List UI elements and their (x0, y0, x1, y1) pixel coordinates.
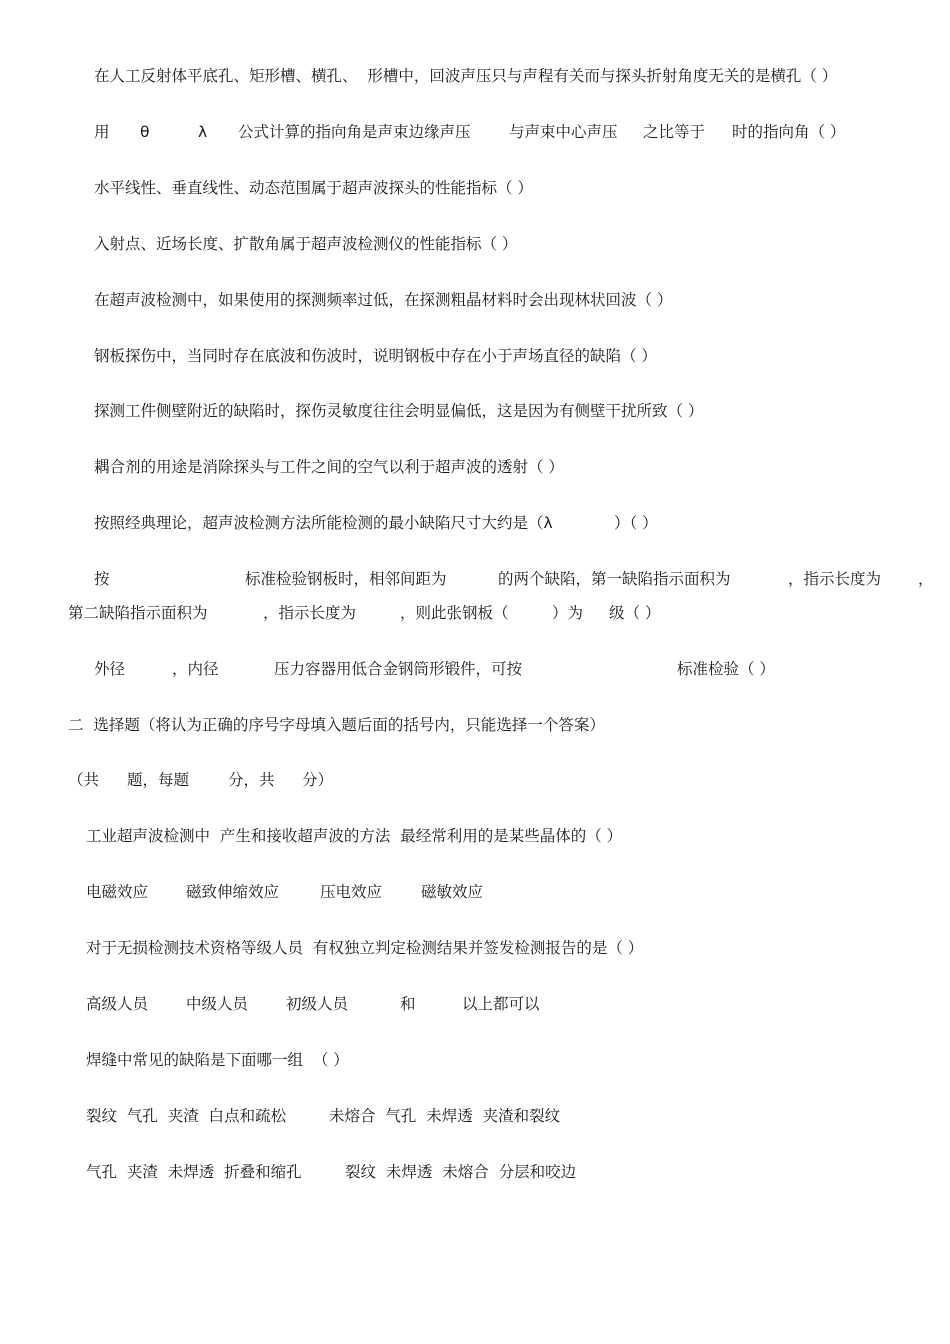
tf-question-7: 探测工件侧壁附近的缺陷时，探伤灵敏度往往会明显偏低，这是因为有侧壁干扰所致（ ） (94, 402, 704, 420)
tf-q10-part-h: ，则此张钢板（ (400, 604, 509, 622)
mc-q3-option: 未熔合 气孔 未焊透 夹渣和裂纹 (329, 1107, 561, 1125)
tf-q10-part-f: 第二缺陷指示面积为 (68, 604, 208, 622)
section-2-sub-part-d: 分） (302, 771, 334, 789)
tf-q10-part-j: 级（ ） (609, 604, 661, 622)
mc-question-2: 对于无损检测技术资格等级人员 有权独立判定检测结果并签发检测报告的是（ ） (86, 939, 644, 957)
tf-q2-part-f: 之比等于 (643, 123, 706, 141)
tf-question-5: 在超声波检测中，如果使用的探测频率过低，在探测粗晶材料时会出现林状回波（ ） (94, 291, 673, 309)
tf-q2-part-e: 与声束中心声压 (509, 123, 618, 141)
tf-q10-part-b: 标准检验钢板时，相邻间距为 (245, 570, 447, 588)
tf-q10-part-c: 的两个缺陷，第一缺陷指示面积为 (498, 570, 731, 588)
tf-q11-part-d: 标准检验（ ） (677, 660, 775, 678)
tf-q10-part-i: ）为 (552, 604, 584, 622)
tf-question-3: 水平线性、垂直线性、动态范围属于超声波探头的性能指标（ ） (94, 179, 533, 197)
mc-q2-option: 高级人员 (86, 995, 149, 1013)
tf-q10-part-d: ，指示长度为 (788, 570, 882, 588)
section-2-sub-part-c: 分，共 (228, 771, 275, 789)
mc-q1-option: 磁敏效应 (421, 883, 484, 901)
section-2-heading: 二 选择题（将认为正确的序号字母填入题后面的括号内，只能选择一个答案） (68, 716, 605, 734)
mc-q3-option: 裂纹 气孔 夹渣 白点和疏松 (86, 1107, 287, 1125)
tf-question-1: 在人工反射体平底孔、矩形槽、横孔、 形槽中，回波声压只与声程有关而与探头折射角度无关的是横孔（ ） (94, 67, 838, 85)
tf-q9-part-b: ）（ ） (614, 514, 658, 532)
mc-q1-option: 电磁效应 (86, 883, 149, 901)
tf-q11-part-b: ，内径 (172, 660, 219, 678)
mc-q2-option: 初级人员 (286, 995, 349, 1013)
tf-q10-part-a: 按 (94, 570, 110, 588)
mc-q1-option: 磁致伸缩效应 (186, 883, 280, 901)
tf-q2-theta-symbol: θ (140, 123, 150, 141)
tf-q11-part-c: 压力容器用低合金钢筒形锻件，可按 (274, 660, 523, 678)
tf-q10-part-g: ，指示长度为 (263, 604, 357, 622)
mc-question-3: 焊缝中常见的缺陷是下面哪一组 （ ） (86, 1051, 349, 1069)
mc-question-1: 工业超声波检测中 产生和接收超声波的方法 最经常利用的是某些晶体的（ ） (86, 827, 623, 845)
tf-question-4: 入射点、近场长度、扩散角属于超声波检测仪的性能指标（ ） (94, 235, 518, 253)
mc-q2-option: 和 (400, 995, 416, 1013)
tf-q9-part-a: 按照经典理论，超声波检测方法所能检测的最小缺陷尺寸大约是（λ (94, 514, 553, 532)
tf-q2-part-d: 公式计算的指向角是声束边缘声压 (238, 123, 471, 141)
tf-question-8: 耦合剂的用途是消除探头与工件之间的空气以利于超声波的透射（ ） (94, 458, 564, 476)
tf-q11-part-a: 外径 (94, 660, 126, 678)
section-2-sub-part-a: （共 (68, 771, 100, 789)
mc-q3-option: 气孔 夹渣 未焊透 折叠和缩孔 (86, 1163, 302, 1181)
tf-q2-lambda-symbol: λ (198, 123, 208, 141)
tf-q2-part-g: 时的指向角（ ） (732, 123, 846, 141)
mc-q2-option: 以上都可以 (462, 995, 540, 1013)
section-2-sub-part-b: 题，每题 (127, 771, 190, 789)
mc-q2-option: 中级人员 (186, 995, 249, 1013)
tf-q10-part-e: ， (918, 570, 934, 588)
mc-q3-option: 裂纹 未焊透 未熔合 分层和咬边 (345, 1163, 577, 1181)
tf-question-6: 钢板探伤中，当同时存在底波和伤波时，说明钢板中存在小于声场直径的缺陷（ ） (94, 347, 657, 365)
mc-q1-option: 压电效应 (320, 883, 383, 901)
tf-q2-part-a: 用 (94, 123, 110, 141)
